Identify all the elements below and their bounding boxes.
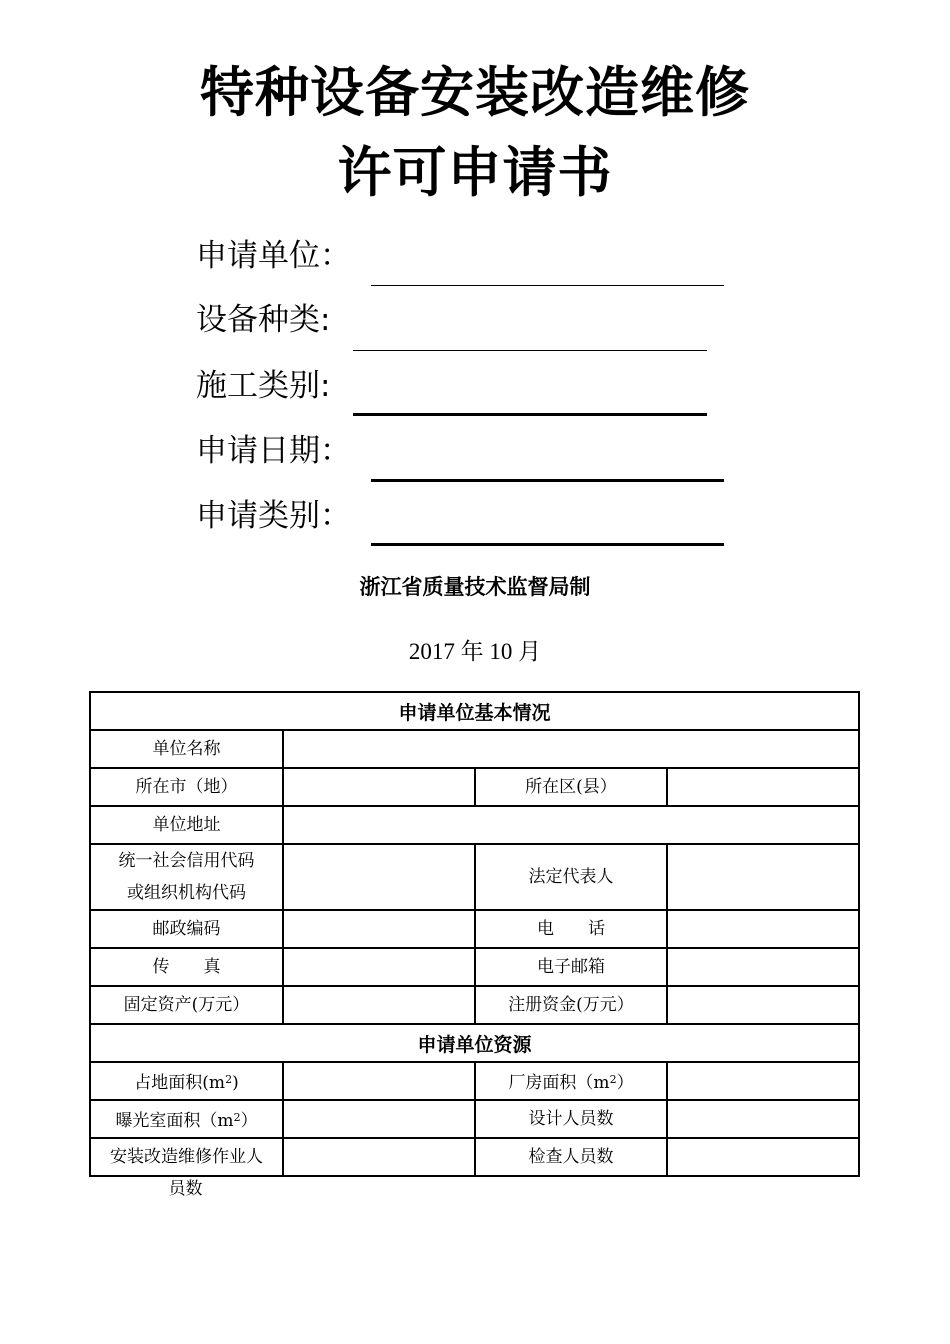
- application-form-table: [89, 691, 860, 1177]
- input-fax[interactable]: [283, 948, 475, 986]
- input-workers[interactable]: [283, 1138, 475, 1176]
- field-label-application-category: 申请类别：: [196, 498, 351, 534]
- input-phone[interactable]: [667, 910, 859, 948]
- label-workers-line2: 员数: [168, 1179, 203, 1199]
- label-postal-code: 邮政编码: [90, 910, 283, 948]
- label-phone: 电 话: [475, 910, 667, 948]
- label-exposure-room-suffix: ）: [240, 1110, 258, 1131]
- field-line-equipment-type[interactable]: [353, 350, 707, 351]
- label-factory-area-sup: 2: [609, 1072, 617, 1086]
- label-address: 单位地址: [90, 806, 283, 844]
- label-workers-line1: 安装改造维修作业人: [90, 1138, 283, 1176]
- label-factory-area-text: 厂房面积（m: [508, 1072, 610, 1093]
- label-registered-capital: 注册资金(万元）: [475, 986, 667, 1024]
- label-credit-code-line2: 或组织机构代码: [127, 883, 246, 903]
- input-fixed-assets[interactable]: [283, 986, 475, 1024]
- label-land-area-text: 占地面积(m: [134, 1072, 226, 1093]
- input-factory-area[interactable]: [667, 1062, 859, 1100]
- input-postal-code[interactable]: [283, 910, 475, 948]
- input-credit-code[interactable]: [283, 844, 475, 910]
- input-land-area[interactable]: [283, 1062, 475, 1100]
- input-district[interactable]: [667, 768, 859, 806]
- label-fixed-assets: 固定资产(万元）: [90, 986, 283, 1024]
- input-unit-name[interactable]: [283, 730, 859, 768]
- input-legal-rep[interactable]: [667, 844, 859, 910]
- label-factory-area-suffix: ）: [616, 1072, 634, 1093]
- input-address[interactable]: [283, 806, 859, 844]
- document-title-line1: 特种设备安装改造维修: [200, 61, 750, 124]
- field-line-construction-type[interactable]: [353, 413, 707, 416]
- label-credit-code-line1: 统一社会信用代码: [118, 851, 255, 871]
- field-label-application-date: 申请日期：: [196, 433, 351, 469]
- field-label-construction-type: 施工类别:: [196, 368, 331, 404]
- section-title-basic-info: 申请单位基本情况: [90, 692, 859, 730]
- section-title-resources: 申请单位资源: [90, 1024, 859, 1062]
- issue-date: 2017 年 10 月: [408, 639, 542, 664]
- label-inspectors: 检查人员数: [475, 1138, 667, 1176]
- input-designers[interactable]: [667, 1100, 859, 1138]
- field-line-application-category[interactable]: [371, 543, 724, 546]
- label-exposure-room-sup: 2: [233, 1110, 241, 1124]
- input-city[interactable]: [283, 768, 475, 806]
- input-exposure-room[interactable]: [283, 1100, 475, 1138]
- label-factory-area: [475, 1062, 667, 1100]
- label-email: 电子邮箱: [475, 948, 667, 986]
- label-land-area: [90, 1062, 283, 1100]
- label-fax: 传 真: [90, 948, 283, 986]
- field-label-equipment-type: 设备种类:: [196, 302, 331, 338]
- field-label-applicant: 申请单位：: [196, 238, 351, 274]
- label-credit-code: [90, 844, 283, 910]
- label-land-area-suffix: ): [232, 1072, 239, 1093]
- input-registered-capital[interactable]: [667, 986, 859, 1024]
- label-exposure-room: [90, 1100, 283, 1138]
- document-title-line2: 许可申请书: [337, 141, 613, 204]
- field-line-application-date[interactable]: [371, 479, 724, 482]
- input-inspectors[interactable]: [667, 1138, 859, 1176]
- input-email[interactable]: [667, 948, 859, 986]
- label-designers: 设计人员数: [475, 1100, 667, 1138]
- field-line-applicant[interactable]: [371, 285, 724, 286]
- label-exposure-room-text: 曝光室面积（m: [115, 1110, 234, 1131]
- label-unit-name: 单位名称: [90, 730, 283, 768]
- label-land-area-sup: 2: [225, 1072, 233, 1086]
- label-legal-rep: 法定代表人: [475, 844, 667, 910]
- label-district: 所在区(县）: [475, 768, 667, 806]
- issuer: 浙江省质量技术监督局制: [359, 575, 591, 599]
- label-city: 所在市（地）: [90, 768, 283, 806]
